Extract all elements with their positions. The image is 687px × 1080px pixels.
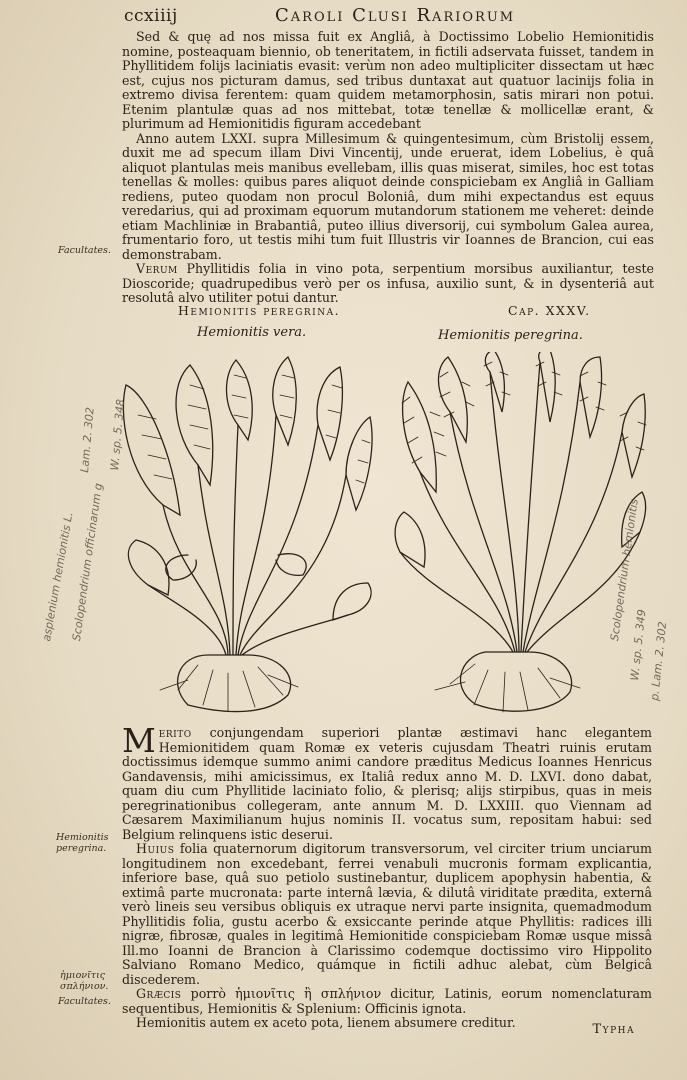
lower-text-block (122, 721, 652, 1031)
paragraph (122, 987, 652, 1016)
caption-hemionitis-peregrina: Hemionitis peregrina. (438, 328, 583, 343)
chapter-title: Hemionitis peregrina. (178, 303, 341, 318)
paragraph: Sed & quę ad nos missa fuit ex Angliâ, à Doctissimo Lobelio Hemionitidis nomine, posteaquam biennio, ob teneritatem, in fictili adservata fuisset, tandem in Phyllitidem folijs laciniatis evasit: verùm non adeo multipliciter dissectam ut hæc est, cujus nos picturam damus, sed tribus duntaxat aut quatuor lacinijs folia in extremo divisa ferentem: quam quidem metamorphosin, satis mirari non potui. Etenim plantulæ quas ad nos mittebat, totæ tenellæ & mollicellæ erant, & plurimum ad Hemionitidis figuram accedebant (122, 29, 654, 131)
paragraph (122, 842, 652, 987)
chapter-heading (178, 303, 598, 323)
paragraph: Hemionitis autem ex aceto pota, lienem absumere creditur. (136, 1015, 516, 1030)
page-header (0, 4, 687, 30)
handwritten-note-left-b: Scolopendrium officinarum g (70, 482, 106, 642)
paragraph-text: folia quaternorum digitorum transversorum, vel circiter trium unciarum longitudinem non excedebant, ferrei venabuli mucronis formam explicantia, inferiore base, quâ suo petiolo sustinebantur, duplicem apophysin habentia, & extimâ parte mucronata: parte internâ lævia, & dilutâ viriditate prædita, externâ verò lineis seu versibus obliquis ex utraque nervi parte insignita, quemadmodum Phyllitidis folia, gustu acerbo & exsiccante perinde atque Phyllitis: radices illi nigræ, fibrosæ, quales in legitimâ Hemionitide conspiciebam Romæ usque missâ Ill.mo Ioanni de Brancion à Clarissimo codemque doctissimo viro Hippolito Salviano Romano Medico, quámque in fictili adhuc alebat, cùm Belgicâ discederem. (122, 841, 652, 987)
lead-word: Verum (136, 261, 178, 276)
margin-note-facultates-lower: Facultates. (58, 996, 111, 1007)
margin-note-greek: ἡμιονῖτις σπλήνιον. (60, 970, 109, 992)
top-text-block (122, 30, 654, 306)
woodcut-hemionitis-peregrina (390, 352, 650, 722)
chapter-number: Cap. XXXV. (508, 303, 591, 318)
paragraph (122, 721, 652, 842)
handwritten-note-left-a: asplenium hemionitis L. (40, 511, 76, 643)
caption-hemionitis-vera: Hemionitis vera. (197, 325, 307, 340)
lead-word: Huius (136, 841, 175, 856)
handwritten-note-right-b: W. sp. 5. 349 (628, 608, 649, 682)
paragraph-text: conjungendam superiori plantæ æstimavi hanc elegantem Hemionitidem quam Romæ ex veteris cujusdam Theatri ruinis erutam doctissimus idemque summo animi candore præditus Medicus Ioannes Henricus Gandavensis, mihi amicissimus, ex Italiâ redux anno M. D. LXVI. dono dabat, quam diu cum Phyllitide laciniato folio, & plerisq; alijs stirpibus, quas in meis peregrinationibus collegeram, ante annum M. D. LXXIII. quo Viennam ad Cæsarem Maximilianum hujus nominis II. vocatus sum, repositam habui: sed Belgium relinquens istic deserui. (122, 725, 652, 842)
paragraph: Anno autem LXXI. supra Millesimum & quingentesimum, cùm Bristolij essem, duxit me ad specum illam Divi Vincentij, unde eruerat, idem Lobelius, è quâ aliquot plantulas meis manibus evellebam, illis quas miserat, similes, hoc est totas tenellas & molles: quibus pares aliquot deinde conspiciebam ex Angliâ in Galliam rediens, puteo quodam non procul Boloniâ, dum mihi expectandus est equus veredarius, qui ad proximam equorum mutandorum stationem me veheret: deinde etiam Machliniæ in Brabantiâ, puteo illius diversorij, cui symbolum Galea aurea, frumentario foro, ut testis mihi tum fuit Illustris vir Ioannes de Brancion, cui eas demonstrabam. (122, 130, 654, 262)
lead-word: Græcis (136, 986, 182, 1001)
margin-note-facultates: Facultates. (58, 245, 111, 256)
handwritten-note-left-d: W. sp. 5. 348 (108, 398, 128, 472)
drop-capital: M (122, 721, 156, 760)
margin-note-hemionitis: Hemionitis peregrina. (56, 832, 109, 854)
running-title: Caroli Clusi Rariorum (275, 5, 516, 26)
paragraph-text: Phyllitidis folia in vino pota, serpentium morsibus auxiliantur, teste Dioscoride; quadrupedibus verò per os infusa, auxilio sunt, & in dysenteriâ aut resolutâ alvo utiliter potui dantur. (122, 261, 654, 305)
lead-word: erito (158, 725, 192, 740)
handwritten-note-right-c: p. Lam. 2. 302 (648, 620, 670, 702)
woodcut-hemionitis-vera (118, 355, 378, 715)
paragraph (122, 262, 654, 306)
handwritten-note-right-a: Scolopendrium hemionitis (608, 498, 641, 642)
folio-number: ccxiiij (124, 6, 178, 26)
catchword: Typha (592, 1022, 635, 1037)
paragraph-text: porrò ἡμιονῖτις ἢ σπλήνιον dicitur, Latinis, eorum nomenclaturam sequentibus, Hemionitis & Splenium: Officinis ignota. (122, 986, 652, 1016)
handwritten-note-left-c: Lam. 2. 302 (78, 406, 97, 474)
